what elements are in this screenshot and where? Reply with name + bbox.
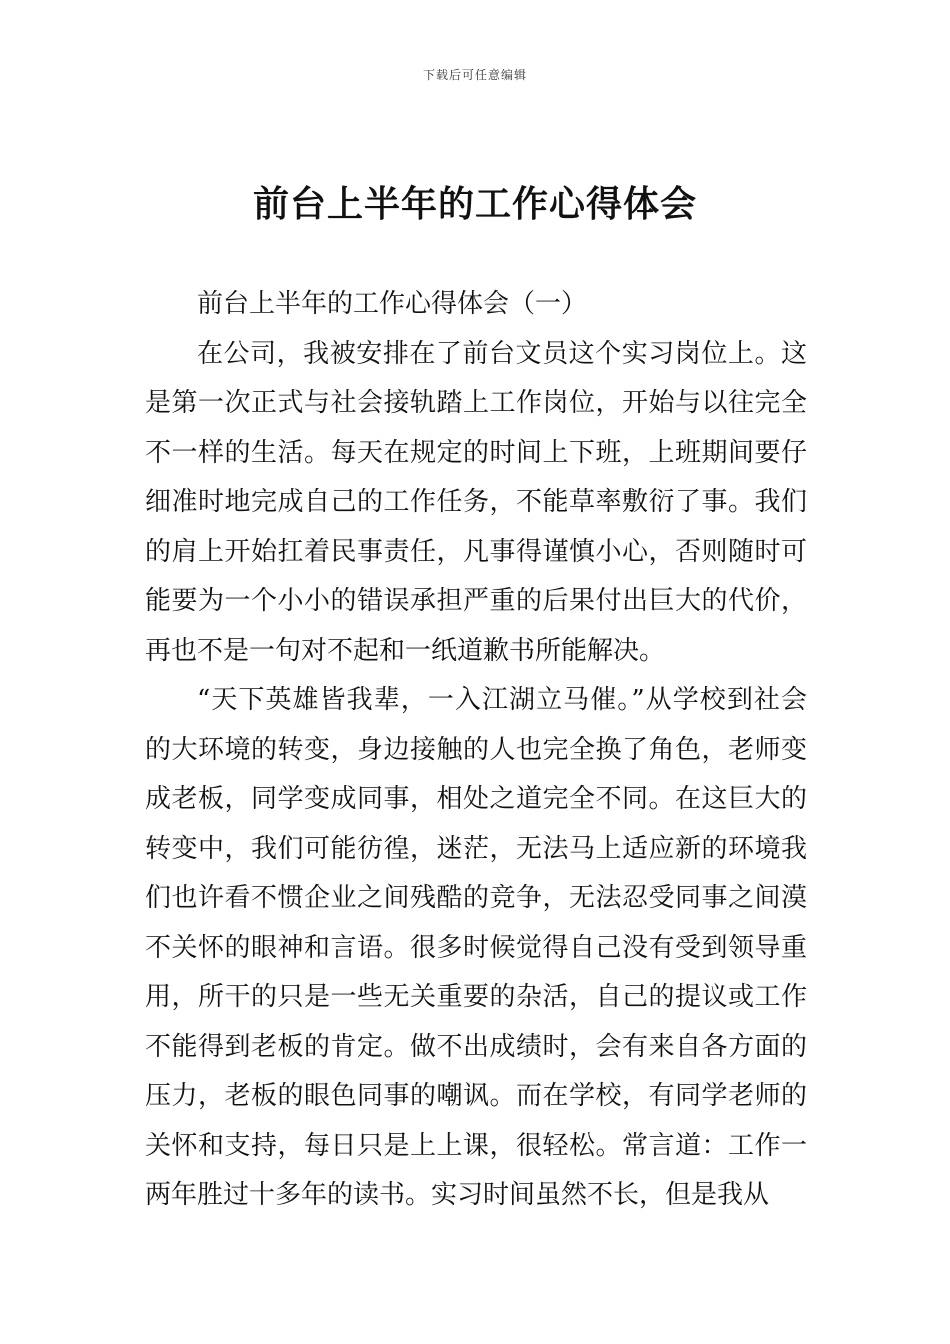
paragraph-2: “天下英雄皆我辈，一入江湖立马催。”从学校到社会的大环境的转变，身边接触的人也完全换了角色，老师变成老板，同学变成同事，相处之道完全不同。在这巨大的转变中，我们可能彷徨，迷茫，无法马上适应新的环境我们也许看不惯企业之间残酷的竞争，无法忍受同事之间漠不关怀的眼神和言语。很多时候觉得自己没有受到领导重用，所干的只是一些无关重要的杂活，自己的提议或工作不能得到老板的肯定。做不出成绩时，会有来自各方面的压力，老板的眼色同事的嘲讽。而在学校，有同学老师的关怀和支持，每日只是上上课，很轻松。常言道：工作一两年胜过十多年的读书。实习时间虽然不长，但是我从 (145, 685, 807, 1210)
section-heading: 前台上半年的工作心得体会（一） (197, 289, 588, 319)
document-body (145, 280, 807, 1221)
header-note: 下载后可任意编辑 (422, 68, 527, 82)
paragraph-1: 在公司，我被安排在了前台文员这个实习岗位上。这是第一次正式与社会接轨踏上工作岗位，开始与以往完全不一样的生活。每天在规定的时间上下班，上班期间要仔细准时地完成自己的工作任务，不能草率敷衍了事。我们的肩上开始扛着民事责任，凡事得谨慎小心，否则随时可能要为一个小小的错误承担严重的后果付出巨大的代价，再也不是一句对不起和一纸道歉书所能解决。 (145, 338, 807, 666)
document-title: 前台上半年的工作心得体会 (252, 184, 697, 225)
